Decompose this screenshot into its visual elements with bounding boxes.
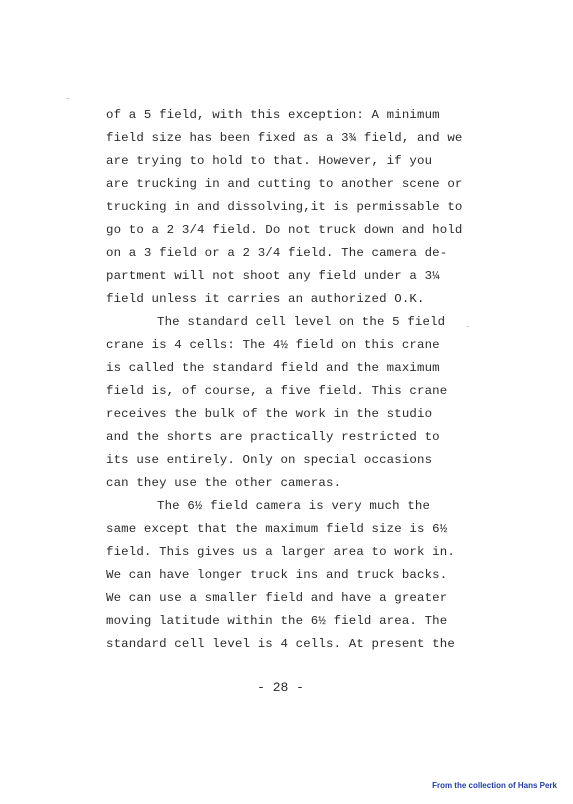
paper-speck (66, 98, 69, 99)
text-line: and the shorts are practically restricted to (106, 430, 440, 444)
text-line: receives the bulk of the work in the studio (106, 407, 433, 421)
collection-credit: From the collection of Hans Perk (432, 781, 557, 790)
text-line: go to a 2 3/4 field. Do not truck down and hold (106, 223, 463, 237)
text-line: of a 5 field, with this exception: A minimum (106, 108, 440, 122)
text-line: can they use the other cameras. (106, 476, 342, 490)
text-line: field. This gives us a larger area to work in. (106, 545, 455, 559)
text-line: same except that the maximum field size is 6½ (106, 522, 448, 536)
text-line: moving latitude within the 6½ field area. The (106, 614, 448, 628)
text-line: We can have longer truck ins and truck backs. (106, 568, 448, 582)
text-line: partment will not shoot any field under a 3¼ (106, 269, 440, 283)
paragraph-first-line: The 6½ field camera is very much the (157, 499, 431, 513)
text-line: field is, of course, a five field. This crane (106, 384, 448, 398)
paper-speck (466, 326, 469, 327)
text-line: trucking in and dissolving,it is permissable to (106, 200, 463, 214)
text-line: are trying to hold to that. However, if you (106, 154, 433, 168)
text-line: field size has been fixed as a 3¾ field, and we (106, 131, 463, 145)
text-line: crane is 4 cells: The 4½ field on this crane (106, 338, 440, 352)
text-line: is called the standard field and the maximum (106, 361, 440, 375)
paragraph-first-line: The standard cell level on the 5 field (157, 315, 446, 329)
text-line: standard cell level is 4 cells. At present the (106, 637, 455, 651)
text-line: on a 3 field or a 2 3/4 field. The camera de- (106, 246, 448, 260)
page-number: - 28 - (257, 680, 304, 695)
text-line: field unless it carries an authorized O.K. (106, 292, 425, 306)
text-line: are trucking in and cutting to another scene or (106, 177, 463, 191)
text-line: We can use a smaller field and have a greater (106, 591, 448, 605)
text-line: its use entirely. Only on special occasions (106, 453, 433, 467)
